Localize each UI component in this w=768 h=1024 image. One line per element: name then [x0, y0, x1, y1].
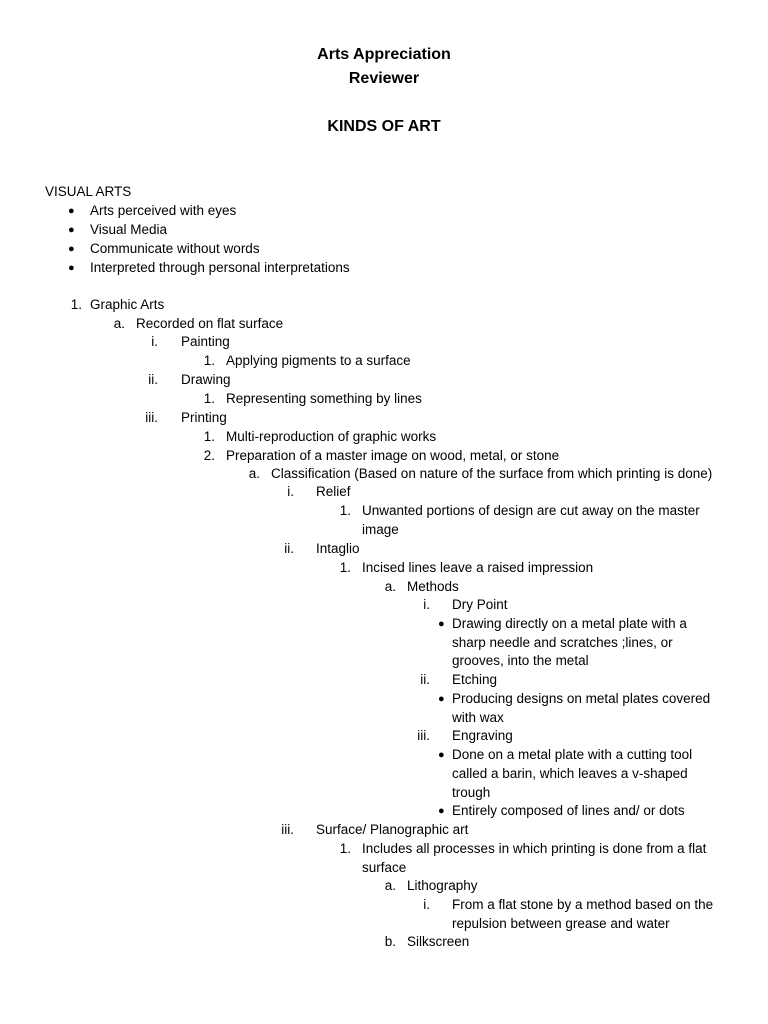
outline-item: Includes all processes in which printing is done from a flat: [362, 841, 707, 856]
outline-marker: i.: [423, 897, 430, 912]
outline-marker: 1.: [339, 503, 351, 518]
outline-item: Engraving: [452, 728, 513, 743]
outline-marker: ●: [438, 749, 445, 761]
outline-marker: 1.: [203, 429, 215, 444]
outline-item: called a barin, which leaves a v-shaped: [452, 766, 688, 781]
bullet-marker: ●: [68, 224, 75, 236]
outline-item: Representing something by lines: [226, 391, 422, 406]
outline-item: Incised lines leave a raised impression: [362, 560, 594, 575]
bullet-item: Arts perceived with eyes: [90, 203, 237, 218]
outline-item: surface: [362, 860, 407, 875]
outline-marker: iii.: [145, 410, 158, 425]
outline-item: Intaglio: [316, 541, 360, 556]
outline-marker: iii.: [281, 822, 294, 837]
outline-marker: i.: [423, 597, 430, 612]
section-heading: VISUAL ARTS: [45, 184, 132, 199]
outline-marker: ●: [438, 805, 445, 817]
outline-item: Classification (Based on nature of the surface from which printing is done): [271, 466, 713, 481]
outline-item: Drawing: [181, 372, 231, 387]
outline-marker: a.: [384, 579, 396, 594]
document-title-line2: Reviewer: [348, 70, 420, 87]
outline-item: Silkscreen: [407, 934, 470, 949]
outline-marker: ii.: [420, 672, 430, 687]
outline-marker: ●: [438, 618, 445, 630]
outline-marker: iii.: [417, 728, 430, 743]
outline-marker: 2.: [203, 448, 215, 463]
outline-marker: ●: [438, 693, 445, 705]
outline-item: Done on a metal plate with a cutting tool: [452, 747, 693, 762]
outline-item: Lithography: [407, 878, 478, 893]
outline-item: Surface/ Planographic art: [316, 822, 469, 837]
outline-marker: 1.: [339, 560, 351, 575]
bullet-item: Communicate without words: [90, 241, 260, 256]
outline-marker: a.: [248, 466, 260, 481]
outline-item: Methods: [407, 579, 459, 594]
outline-marker: 1.: [339, 841, 351, 856]
outline-marker: a.: [113, 316, 125, 331]
outline-item: Etching: [452, 672, 498, 687]
outline-item: Applying pigments to a surface: [226, 353, 411, 368]
outline-marker: ii.: [148, 372, 158, 387]
outline-marker: 1.: [70, 297, 82, 312]
outline-item: sharp needle and scratches ;lines, or: [452, 635, 673, 650]
outline-marker: ii.: [284, 541, 294, 556]
outline-item: From a flat stone by a method based on the: [452, 897, 714, 912]
document-title: Arts Appreciation: [317, 46, 451, 63]
outline-marker: i.: [151, 334, 158, 349]
outline-item: Dry Point: [452, 597, 508, 612]
outline-item: Recorded on flat surface: [136, 316, 284, 331]
outline-marker: a.: [384, 878, 396, 893]
outline-marker: 1.: [203, 353, 215, 368]
document-subtitle: KINDS OF ART: [327, 118, 441, 135]
bullet-item: Interpreted through personal interpretations: [90, 260, 350, 275]
outline-item: trough: [452, 785, 491, 800]
bullet-marker: ●: [68, 262, 75, 274]
outline-item: with wax: [452, 710, 504, 725]
outline-marker: 1.: [203, 391, 215, 406]
bullet-item: Visual Media: [90, 222, 168, 237]
outline-item: Multi-reproduction of graphic works: [226, 429, 437, 444]
outline-item: Graphic Arts: [90, 297, 165, 312]
outline-item: repulsion between grease and water: [452, 916, 670, 931]
outline-item: image: [362, 522, 399, 537]
outline-item: Relief: [316, 484, 351, 499]
outline-item: grooves, into the metal: [452, 653, 589, 668]
outline-item: Drawing directly on a metal plate with a: [452, 616, 687, 631]
outline-item: Entirely composed of lines and/ or dots: [452, 803, 685, 818]
bullet-marker: ●: [68, 205, 75, 217]
outline-item: Preparation of a master image on wood, metal, or stone: [226, 448, 560, 463]
outline-item: Unwanted portions of design are cut away on the master: [362, 503, 700, 518]
outline-item: Painting: [181, 334, 230, 349]
outline-item: Producing designs on metal plates covered: [452, 691, 711, 706]
bullet-marker: ●: [68, 243, 75, 255]
outline-item: Printing: [181, 410, 227, 425]
outline-marker: b.: [384, 934, 396, 949]
outline-marker: i.: [287, 484, 294, 499]
